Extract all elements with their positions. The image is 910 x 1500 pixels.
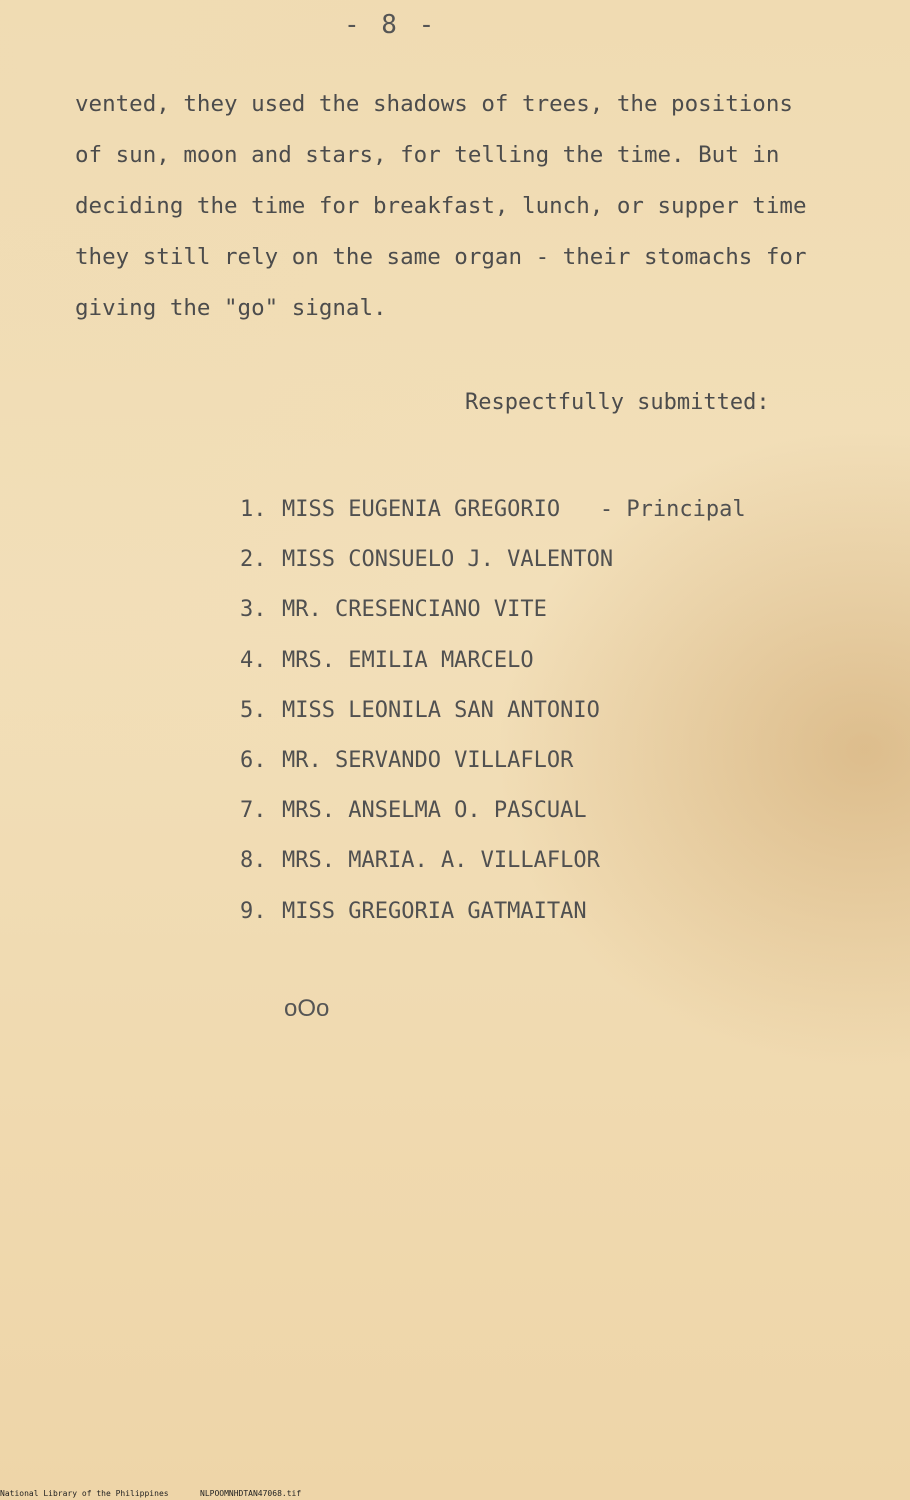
signatory-number: 7. bbox=[240, 798, 267, 824]
signatory-name: MISS GREGORIA GATMAITAN bbox=[282, 898, 587, 924]
signatory-name: MRS. EMILIA MARCELO bbox=[282, 647, 534, 673]
signatory-number: 3. bbox=[240, 597, 267, 623]
signatory-number: 5. bbox=[240, 697, 267, 723]
signatory-number: 4. bbox=[240, 647, 267, 673]
body-line: they still rely on the same organ - their stomachs for bbox=[75, 244, 807, 270]
body-line: of sun, moon and stars, for telling the time. But in bbox=[75, 142, 780, 168]
signatory-number: 1. bbox=[240, 497, 267, 522]
signatory-name: MR. CRESENCIANO VITE bbox=[282, 597, 547, 623]
signatory-name: MR. SERVANDO VILLAFLOR bbox=[282, 747, 574, 773]
body-line: giving the "go" signal. bbox=[75, 295, 387, 321]
signatory-number: 9. bbox=[240, 898, 267, 924]
signatory-name: MISS CONSUELO J. VALENTON bbox=[282, 547, 614, 573]
footer-filename: NLPOOMNHDTAN47068.tif bbox=[200, 1489, 302, 1498]
closing-salutation: Respectfully submitted: bbox=[465, 390, 770, 415]
signatory-number: 8. bbox=[240, 848, 267, 874]
signatory-item bbox=[240, 791, 746, 841]
signatory-item bbox=[240, 841, 746, 891]
signatory-name: MISS EUGENIA GREGORIO - Principal bbox=[282, 497, 746, 522]
signatory-name: MISS LEONILA SAN ANTONIO bbox=[282, 697, 600, 723]
signatory-name: MRS. MARIA. A. VILLAFLOR bbox=[282, 848, 600, 874]
signatory-name: MRS. ANSELMA O. PASCUAL bbox=[282, 798, 587, 824]
signatory-item bbox=[240, 892, 746, 942]
signatory-item bbox=[240, 590, 746, 640]
signatory-item bbox=[240, 641, 746, 691]
signatory-number: 2. bbox=[240, 547, 267, 573]
signatory-item bbox=[240, 741, 746, 791]
signatory-item bbox=[240, 691, 746, 741]
footer-library-credit: National Library of the Philippines bbox=[0, 1489, 169, 1498]
page-number: - 8 - bbox=[344, 10, 438, 40]
signatory-list bbox=[240, 490, 746, 942]
end-mark: oOo bbox=[284, 995, 330, 1022]
body-line: deciding the time for breakfast, lunch, or supper time bbox=[75, 193, 807, 219]
signatory-item bbox=[240, 490, 746, 540]
signatory-number: 6. bbox=[240, 747, 267, 773]
body-paragraph bbox=[75, 84, 895, 339]
signatory-item bbox=[240, 540, 746, 590]
body-line: vented, they used the shadows of trees, the positions bbox=[75, 91, 793, 117]
